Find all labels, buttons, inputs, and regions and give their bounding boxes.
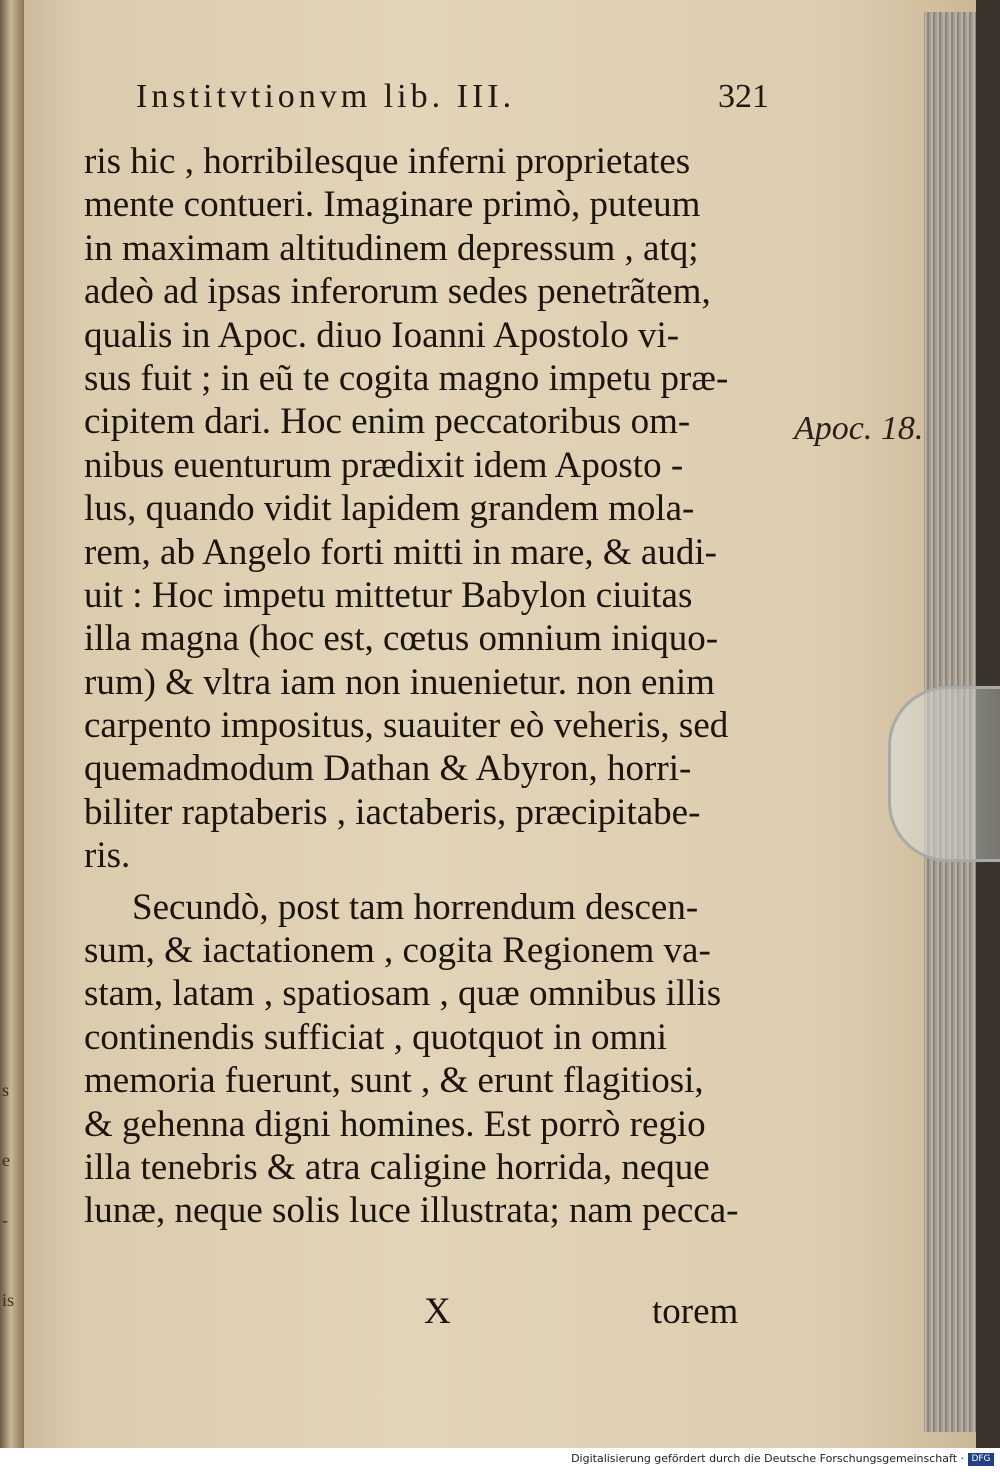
text-line: & gehenna digni homines. Est porrò regio bbox=[84, 1103, 706, 1145]
body-text bbox=[84, 140, 784, 1233]
previous-page-edge bbox=[0, 0, 24, 1448]
text-line: ris hic , horribilesque inferni proprietates bbox=[84, 141, 691, 182]
text-line: sus fuit ; in eũ te cogita magno impetu præ- bbox=[84, 357, 729, 399]
header-title: Institvtionvm lib. III. bbox=[136, 78, 516, 115]
text-line: rem, ab Angelo forti mitti in mare, & audi- bbox=[84, 531, 717, 573]
text-line: illa tenebris & atra caligine horrida, neque bbox=[84, 1146, 710, 1188]
text-line: continendis sufficiat , quotquot in omni bbox=[84, 1016, 668, 1058]
footer-bar bbox=[0, 1448, 1000, 1472]
text-line: adeò ad ipsas inferorum sedes penetrãtem, bbox=[84, 271, 711, 313]
text-line: carpento impositus, suauiter eò veheris, sed bbox=[84, 705, 729, 747]
text-line: rum) & vltra iam non inuenietur. non enim bbox=[84, 661, 715, 703]
text-line: qualis in Apoc. diuo Ioanni Apostolo vi- bbox=[84, 314, 680, 356]
edge-fragment: - bbox=[2, 1210, 8, 1230]
funding-credit: Digitalisierung gefördert durch die Deutsche Forschungsgemeinschaft · bbox=[571, 1452, 964, 1465]
page-number: 321 bbox=[718, 78, 769, 115]
edge-fragment: e bbox=[2, 1150, 10, 1170]
text-line: biliter raptaberis , iactaberis, præcipitabe- bbox=[84, 791, 701, 833]
text-line: illa magna (hoc est, cœtus omnium iniquo- bbox=[84, 618, 719, 660]
dfg-logo: DFG bbox=[968, 1453, 994, 1466]
text-line: uit : Hoc impetu mittetur Babylon ciuitas bbox=[84, 574, 693, 616]
text-line: cipitem dari. Hoc enim peccatoribus om- bbox=[84, 401, 691, 443]
text-line: sum, & iactationem , cogita Regionem va- bbox=[84, 930, 711, 972]
text-line: nibus euenturum prædixit idem Aposto - bbox=[84, 444, 684, 486]
text-line: mente contueri. Imaginare primò, puteum bbox=[84, 184, 701, 226]
page-clip bbox=[888, 686, 1000, 862]
text-line: quemadmodum Dathan & Abyron, horri- bbox=[84, 748, 692, 790]
margin-note: Apoc. 18. bbox=[794, 410, 924, 447]
text-line: stam, latam , spatiosam , quæ omnibus illis bbox=[84, 973, 722, 1015]
text-line: in maximam altitudinem depressum , atq; bbox=[84, 227, 699, 269]
catchword: torem bbox=[652, 1291, 739, 1332]
text-line: memoria fuerunt, sunt , & erunt flagitiosi, bbox=[84, 1060, 704, 1102]
paragraph-start-line: Secundò, post tam horrendum descen- bbox=[132, 886, 699, 928]
text-line: lus, quando vidit lapidem grandem mola- bbox=[84, 488, 695, 530]
signature-mark: X bbox=[424, 1291, 451, 1332]
text-line: lunæ, neque solis luce illustrata; nam pecca- bbox=[84, 1190, 739, 1232]
book-page bbox=[24, 0, 976, 1448]
text-line: ris. bbox=[84, 835, 131, 877]
running-header bbox=[136, 78, 786, 122]
edge-fragment: s bbox=[2, 1080, 10, 1100]
edge-fragment: is bbox=[2, 1290, 15, 1310]
